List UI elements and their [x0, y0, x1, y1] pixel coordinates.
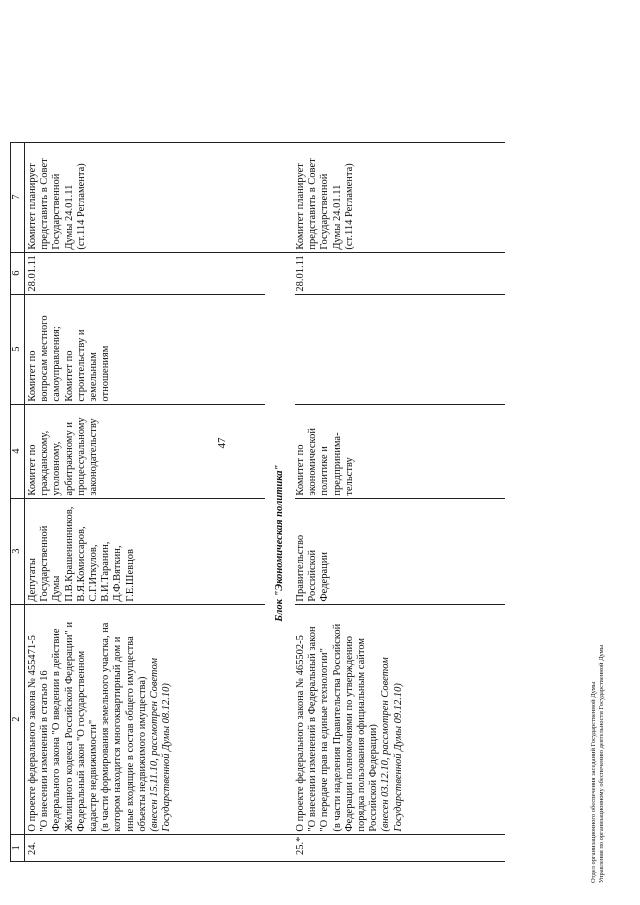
cocommittee-line: Комитет по — [63, 350, 75, 402]
plan-line: Государственной — [319, 173, 331, 250]
review-date: 28.01.11 — [25, 252, 266, 294]
author-line: Федерации — [319, 552, 331, 602]
author-line: Д.Ф.Вяткин, — [112, 545, 124, 602]
bill-title-line: Федерации полномочиями по утверждению — [343, 636, 355, 832]
committee-line: арбитражному и — [63, 422, 75, 496]
author-line: Г.Е.Шевцов — [124, 549, 136, 602]
committee-line: уголовному, — [51, 441, 63, 496]
responsible-committee — [25, 404, 266, 498]
cocommittee-line: самоуправления; — [51, 326, 63, 402]
bill-title-line: котором находится многоквартирный дом и — [112, 636, 124, 832]
committee-line: тельству — [343, 457, 355, 496]
bill-title-line: "О внесении изменений в статью 16 — [39, 670, 51, 832]
block-title: Блок "Экономическая политика" — [273, 464, 285, 622]
bill-title-line: Российской Федерации) — [368, 724, 380, 832]
author-line: Государственной — [39, 525, 51, 602]
bill-title-line: О проекте федерального закона № 465502-5 — [295, 635, 306, 832]
bill-note-line: Государственной Думы 08.12.10) — [161, 683, 173, 832]
bill-description — [25, 604, 266, 834]
bill-title-line: Федерального закона "О введении в действие — [51, 628, 63, 832]
page-footer — [590, 283, 606, 883]
column-number-row — [11, 142, 25, 861]
committee-line: Комитет по — [295, 444, 306, 496]
bill-note-line: (внесен 15.11.10, рассмотрен Советом — [149, 657, 161, 832]
bill-title-line: (в части наделения Правительства Российской — [331, 623, 343, 832]
bill-description — [295, 604, 505, 834]
author-line: Депутаты — [27, 558, 38, 602]
plan-line: Думы 24.01.11 — [331, 184, 343, 250]
committee-line: Комитет по — [27, 444, 38, 496]
committee-line: экономической — [307, 428, 319, 496]
author-line: С.Г.Иткулов, — [88, 544, 100, 602]
bill-title-line: иные входящие в состав общего имущества — [124, 636, 136, 832]
bill-title-line: О проекте федерального закона № 455471-5 — [27, 635, 38, 832]
bill-title-line: Федеральный закон "О государственном — [75, 650, 87, 832]
committee-line: политике и — [319, 446, 331, 496]
plan-note — [25, 142, 266, 252]
table-row — [295, 142, 505, 861]
committee-line: процессуальному — [75, 417, 87, 496]
column-number: 2 — [11, 604, 25, 834]
agenda-table — [10, 142, 505, 862]
cocommittee-line: Комитет по — [27, 350, 38, 402]
committee-line: гражданскому, — [39, 430, 51, 496]
bill-title-line: (в части формирования земельного участка, на — [100, 622, 112, 832]
author-line: Думы — [51, 575, 63, 602]
bill-authors — [25, 498, 266, 604]
bill-title-line: кадастре недвижимости" — [88, 719, 100, 832]
bill-title-line: объекты недвижимого имущества) — [136, 676, 148, 832]
row-number: 25.* — [295, 834, 505, 861]
table-row — [25, 142, 266, 861]
bill-title-line: "О передаче прав на единые технологии" — [319, 648, 331, 832]
cocommittee-line: земельным — [88, 352, 100, 402]
column-number: 5 — [11, 294, 25, 404]
plan-line: представить в Совет — [307, 158, 319, 250]
cocommittee-line: отношениям — [100, 345, 112, 402]
bill-note-line: Государственной Думы 09.12.10) — [392, 683, 404, 832]
committee-line: предпринима- — [331, 432, 343, 496]
bill-title-line: порядка пользования официальным сайтом — [356, 637, 368, 832]
footer-line: Управления по организационному обеспечению деятельности Государственной Думы — [598, 644, 605, 883]
plan-line: Думы 24.01.11 — [63, 184, 75, 250]
column-number: 3 — [11, 498, 25, 604]
block-title-row — [265, 142, 295, 861]
bill-authors — [295, 498, 505, 604]
bill-note-line: (внесен 03.12.10, рассмотрен Советом — [380, 657, 392, 832]
author-line: Российской — [307, 549, 319, 602]
plan-line: Комитет планирует — [27, 163, 38, 250]
author-line: В.И.Таранин, — [100, 541, 112, 602]
column-number: 6 — [11, 252, 25, 294]
author-line: П.В.Крашенинников, — [63, 506, 75, 602]
co-committees — [25, 294, 266, 404]
cocommittee-line: вопросам местного — [39, 315, 51, 402]
page-number: 47 — [216, 437, 228, 449]
author-line: Правительство — [295, 534, 306, 602]
column-number: 1 — [11, 834, 25, 861]
plan-line: (ст.114 Регламента) — [75, 163, 87, 250]
bill-title-line: "О внесении изменений в Федеральный закон — [307, 626, 319, 832]
column-number: 4 — [11, 404, 25, 498]
plan-line: Государственной — [51, 173, 63, 250]
responsible-committee — [295, 404, 505, 498]
column-number: 7 — [11, 142, 25, 252]
bill-title-line: Жилищного кодекса Российской Федерации" и — [63, 621, 75, 832]
footer-line: Отдел организационного обеспечения заседаний Государственной Думы — [590, 681, 597, 883]
plan-line: Комитет планирует — [295, 163, 306, 250]
cocommittee-line: строительству и — [75, 329, 87, 402]
plan-note — [295, 142, 505, 252]
row-number: 24. — [25, 834, 266, 861]
review-date: 28.01.11 — [295, 252, 505, 294]
author-line: В.Я.Комиссаров, — [75, 526, 87, 602]
committee-line: законодательству — [88, 418, 100, 496]
plan-line: представить в Совет — [39, 158, 51, 250]
co-committees — [295, 294, 505, 404]
plan-line: (ст.114 Регламента) — [343, 163, 355, 250]
